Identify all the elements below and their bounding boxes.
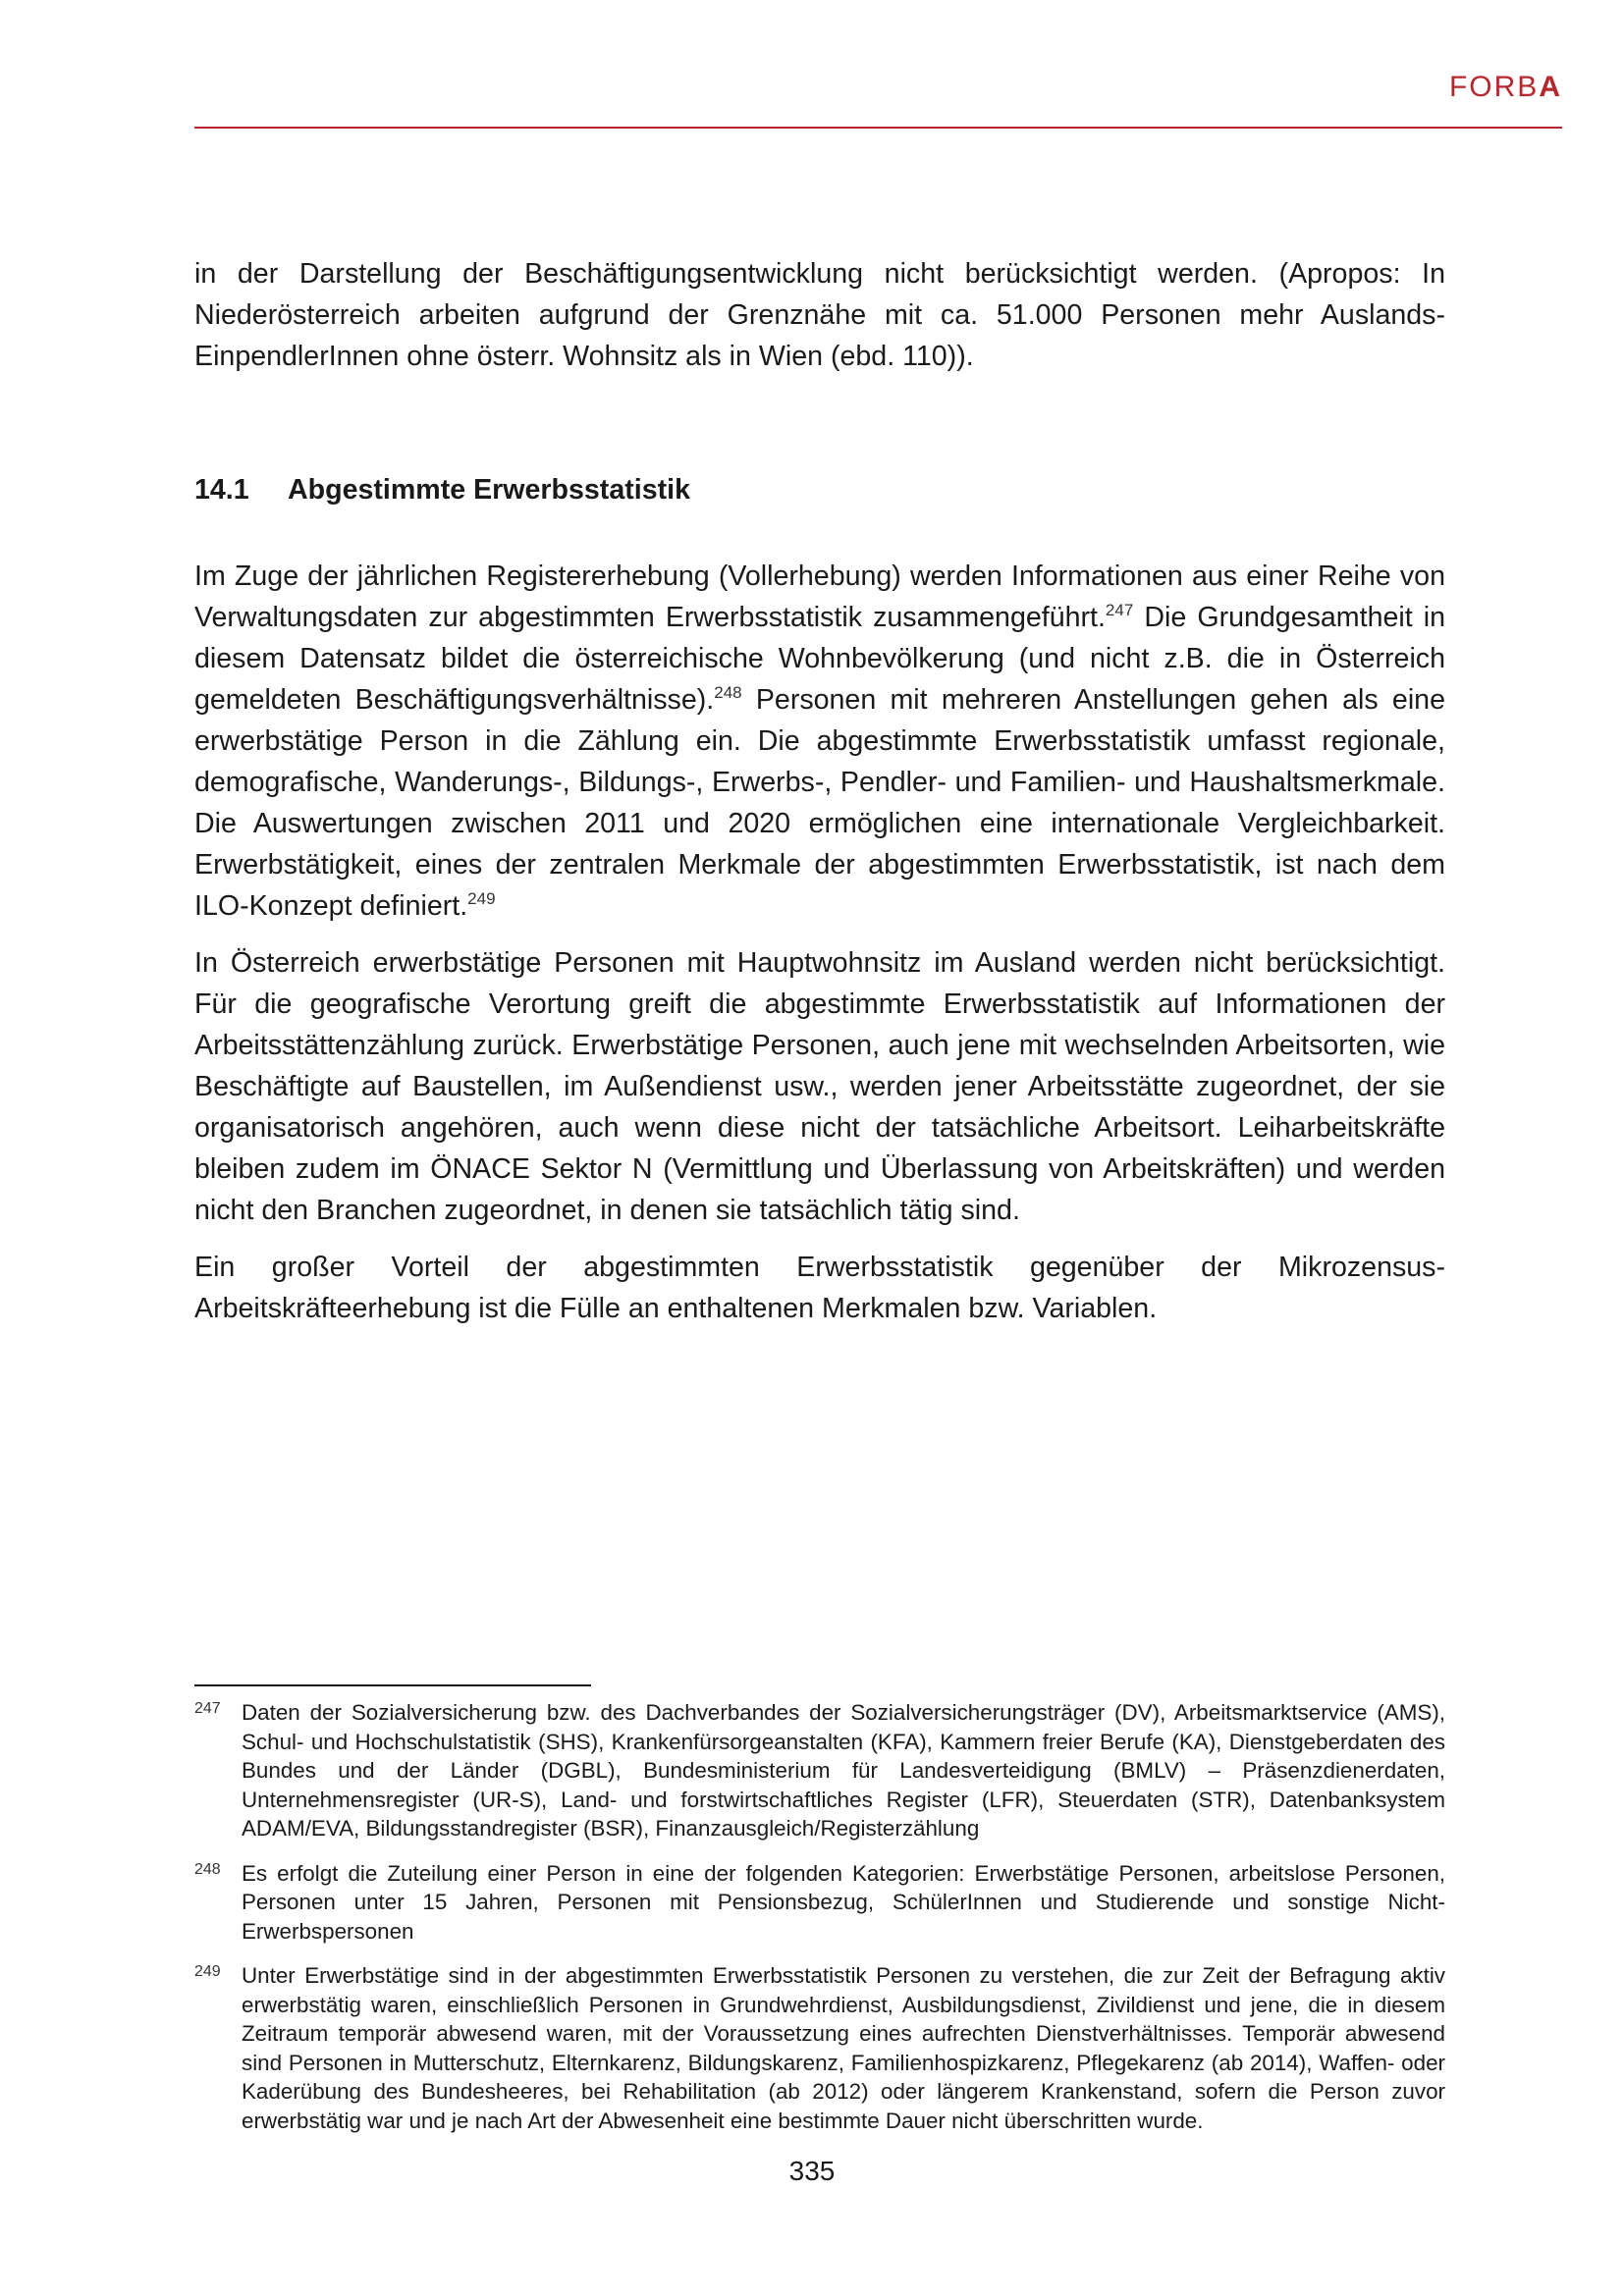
page-number: 335 [788,2156,836,2186]
section-title: Abgestimmte Erwerbsstatistik [288,474,690,506]
footnote-ref-249[interactable]: 249 [467,889,496,908]
body-paragraph-1 [194,556,1445,927]
footnotes [194,1698,1445,2151]
footnote-ref-248[interactable]: 248 [714,683,742,702]
section-number: 14.1 [194,474,249,506]
body-paragraph-3: Ein großer Vorteil der abgestimmten Erwerbsstatistik gegenüber der Mikrozensus-Arbeitskräfteerhebung ist die Fülle an enthaltenen Merkmalen bzw. Variablen. [194,1252,1445,1324]
footnote-text: Es erfolgt die Zuteilung einer Person in eine der folgenden Kategorien: Erwerbstätige Personen, arbeitslose Personen, Personen unter 15 Jahren, Personen mit Pensionsbezug, SchülerInnen und Studierende und sonstige Nicht-Erwerbspersonen [242,1860,1445,1944]
header-divider [194,127,1562,129]
logo-bold-letter: A [1539,71,1562,103]
logo-regular-text: FORB [1448,71,1540,103]
footnote-divider [194,1684,591,1686]
paragraph-text: Personen mit mehreren Anstellungen gehen als eine erwerbstätige Person in die Zählung ein. Die abgestimmte Erwerbsstatistik umfasst regionale, demografische, Wanderungs-, Bildungs-, Erwerbs-, Pendler- und Familien- und Haushaltsmerkmale. Die Auswertungen zwischen 2011 und 2020 ermöglichen eine internationale Vergleichbarkeit. Erwerbstätigkeit, eines der zentralen Merkmale der abgestimmten Erwerbsstatistik, ist nach dem ILO-Konzept definiert. [194,684,1445,922]
intro-paragraph: in der Darstellung der Beschäftigungsentwicklung nicht berücksichtigt werden. (Apropos: In Niederösterreich arbeiten aufgrund der Grenznähe mit ca. 51.000 Personen mehr Auslands-EinpendlerInnen ohne österr. Wohnsitz als in Wien (ebd. 110)). [194,258,1445,372]
footnote-248 [194,1859,1445,1947]
footnote-ref-247[interactable]: 247 [1105,601,1134,619]
body-paragraph-2: In Österreich erwerbstätige Personen mit Hauptwohnsitz im Ausland werden nicht berücksichtigt. Für die geografische Verortung greift die abgestimmte Erwerbsstatistik auf Informationen der Arbeitsstättenzählung zurück. Erwerbstätige Personen, auch jene mit wechselnden Arbeitsorten, wie Beschäftigte auf Baustellen, im Außendienst usw., werden jener Arbeitsstätte zugeordnet, der sie organisatorisch angehören, auch wenn diese nicht der tatsächliche Arbeitsort. Leiharbeitskräfte bleiben zudem im ÖNACE Sektor N (Vermittlung und Überlassung von Arbeitskräften) und werden nicht den Branchen zugeordnet, in denen sie tatsächlich tätig sind. [194,947,1445,1226]
forba-logo [1449,71,1562,104]
footnote-text: Unter Erwerbstätige sind in der abgestimmten Erwerbsstatistik Personen zu verstehen, die zur Zeit der Befragung aktiv erwerbstätig waren, einschließlich Personen in Grundwehrdienst, Ausbildungsdienst, Zivildienst und jene, die in diesem Zeitraum temporär abwesend waren, mit der Voraussetzung eines aufrechten Dienstverhältnisses. Temporär abwesend sind Personen in Mutterschutz, Elternkarenz, Bildungskarenz, Familienhospizkarenz, Pflegekarenz (ab 2014), Waffen- oder Kaderübung des Bundesheeres, bei Rehabilitation (ab 2012) oder längerem Krankenstand, sofern die Person zuvor erwerbstätig war und je nach Art der Abwesenheit eine bestimmte Dauer nicht überschritten wurde. [242,1963,1445,2133]
paragraph-text: Im Zuge der jährlichen Registererhebung (Vollerhebung) werden Informationen aus einer Reihe von Verwaltungsdaten zur abgestimmten Erwerbsstatistik zusammengeführt. [194,561,1445,633]
footnote-247 [194,1698,1445,1843]
section-heading [194,469,1445,510]
footnote-text: Daten der Sozialversicherung bzw. des Dachverbandes der Sozialversicherungsträger (DV), Arbeitsmarktservice (AMS), Schul- und Hochschulstatistik (SHS), Krankenfürsorgeanstalten (KFA), Kammern freier Berufe (KA), Dienstgeberdaten des Bundes und der Länder (DGBL), Bundesministerium für Landesverteidigung (BMLV) – Präsenzdienerdaten, Unternehmensregister (UR-S), Land- und forstwirtschaftliches Register (LFR), Steuerdaten (STR), Datenbanksystem ADAM/EVA, Bildungsstandregister (BSR), Finanzausgleich/Registerzählung [242,1700,1445,1841]
footnote-number: 247 [194,1700,221,1717]
footnote-number: 248 [194,1860,221,1878]
main-content [194,253,1445,1329]
footnote-number: 249 [194,1963,221,1980]
footnote-249 [194,1961,1445,2135]
paragraph-text: Die Grundgesamtheit in diesem Datensatz bildet die österreichische Wohnbevölkerung (und nicht z.B. die in Österreich gemeldeten Beschäftigungsverhältnisse). [194,602,1445,716]
